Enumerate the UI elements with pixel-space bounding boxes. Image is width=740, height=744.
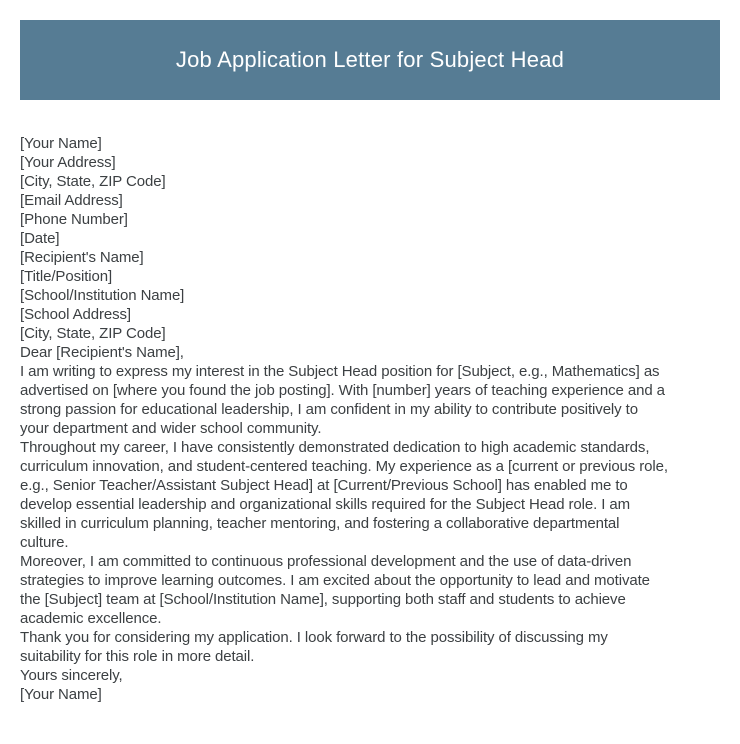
letter-line: [Your Name] (20, 686, 102, 703)
letter-line: advertised on [where you found the job posting]. With [number] years of teaching experience and a (20, 382, 665, 399)
letter-line: [School Address] (20, 306, 131, 323)
letter-title-banner (20, 20, 720, 100)
letter-line: Yours sincerely, (20, 667, 123, 684)
paragraph-commitment (20, 552, 734, 628)
paragraph-experience (20, 438, 734, 552)
recipient-block (20, 248, 734, 343)
paragraph-intro (20, 362, 734, 438)
letter-line: [Phone Number] (20, 211, 128, 228)
letter-line: your department and wider school community. (20, 420, 322, 437)
letter-line: skilled in curriculum planning, teacher mentoring, and fostering a collaborative departmental (20, 515, 620, 532)
letter-line: [City, State, ZIP Code] (20, 173, 166, 190)
letter-line: [Recipient's Name] (20, 249, 144, 266)
letter-line: [Date] (20, 230, 60, 247)
letter-line: curriculum innovation, and student-centered teaching. My experience as a [current or previous role, (20, 458, 668, 475)
letter-line: culture. (20, 534, 69, 551)
letter-line: [City, State, ZIP Code] (20, 325, 166, 342)
letter-line: suitability for this role in more detail. (20, 648, 255, 665)
letter-title: Job Application Letter for Subject Head (175, 47, 565, 72)
letter-line: e.g., Senior Teacher/Assistant Subject Head] at [Current/Previous School] has enabled me to (20, 477, 628, 494)
letter-line: [Your Address] (20, 154, 116, 171)
letter-line: the [Subject] team at [School/Institution Name], supporting both staff and students to achieve (20, 591, 626, 608)
letter-line: strategies to improve learning outcomes. I am excited about the opportunity to lead and motivate (20, 572, 650, 589)
letter-line: [Title/Position] (20, 268, 113, 285)
letter-line: develop essential leadership and organizational skills required for the Subject Head role. I am (20, 496, 631, 513)
letter-line: Moreover, I am committed to continuous professional development and the use of data-driven (20, 553, 632, 570)
letter-line: Throughout my career, I have consistently demonstrated dedication to high academic standards, (20, 439, 650, 456)
letter-line: I am writing to express my interest in the Subject Head position for [Subject, e.g., Mathematics] as (20, 363, 660, 380)
signoff-block (20, 666, 734, 704)
letter-line: strong passion for educational leadership, I am confident in my ability to contribute positively to (20, 401, 638, 418)
letter-line: [Email Address] (20, 192, 123, 209)
letter-line: academic excellence. (20, 610, 162, 627)
letter-line: [Your Name] (20, 135, 102, 152)
letter-line: Thank you for considering my application. I look forward to the possibility of discussing my (20, 629, 608, 646)
document-page (0, 20, 740, 704)
sender-block (20, 134, 734, 248)
paragraph-closing (20, 628, 734, 666)
salutation (20, 343, 734, 362)
letter-line: [School/Institution Name] (20, 287, 185, 304)
letter-line: Dear [Recipient's Name], (20, 344, 184, 361)
letter-body (20, 134, 734, 704)
